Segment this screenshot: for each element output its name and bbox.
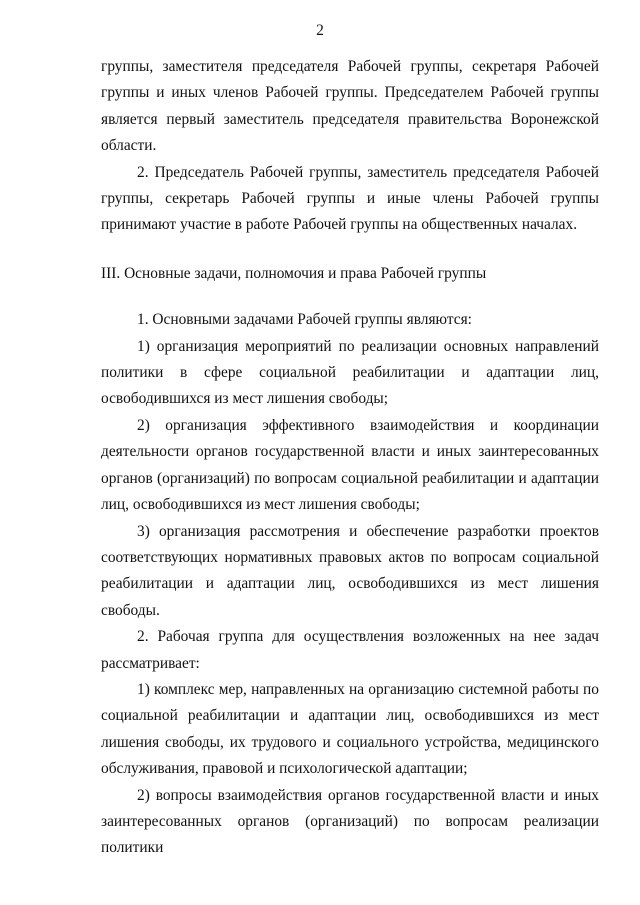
- section-heading: III. Основные задачи, полномочия и права Рабочей группы: [101, 264, 487, 282]
- paragraph-considers-1: 1) комплекс мер, направленных на организацию системной работы по социальной реабилитации и адаптации лиц, освободившихся из мест лишения свободы, их трудового и социального устройства, медицинского обслуживания, правовой и психологической адаптации;: [101, 680, 599, 778]
- paragraph-considers-intro: 2. Рабочая группа для осуществления возложенных на нее задач рассматривает:: [101, 628, 599, 672]
- paragraph-considers-2: 2) вопросы взаимодействия органов государственной власти и иных заинтересованных органов (организаций) по вопросам реализации политики: [101, 786, 599, 857]
- document-body: [101, 54, 599, 862]
- paragraph-continuation: группы, заместителя председателя Рабочей группы, секретаря Рабочей группы и иных членов Рабочей группы. Председателем Рабочей группы является первый заместитель председателя правительства Воронежской области.: [101, 58, 599, 155]
- page-number: 2: [316, 22, 324, 39]
- paragraph-tasks-intro: 1. Основными задачами Рабочей группы являются:: [137, 311, 472, 329]
- paragraph-task-2: 2) организация эффективного взаимодействия и координации деятельности органов государственной власти и иных заинтересованных органов (организаций) по вопросам социальной реабилитации и адаптации лиц, освободившихся из мест лишения свободы;: [101, 416, 599, 514]
- paragraph-item-2: 2. Председатель Рабочей группы, заместитель председателя Рабочей группы, секретарь Рабочей группы и иные члены Рабочей группы принимают участие в работе Рабочей группы на общественных началах.: [101, 163, 599, 234]
- paragraph-task-1: 1) организация мероприятий по реализации основных направлений политики в сфере социальной реабилитации и адаптации лиц, освободившихся из мест лишения свободы;: [101, 337, 599, 408]
- paragraph-task-3: 3) организация рассмотрения и обеспечение разработки проектов соответствующих нормативных правовых актов по вопросам социальной реабилитации и адаптации лиц, освободившихся из мест лишения свободы.: [101, 522, 599, 619]
